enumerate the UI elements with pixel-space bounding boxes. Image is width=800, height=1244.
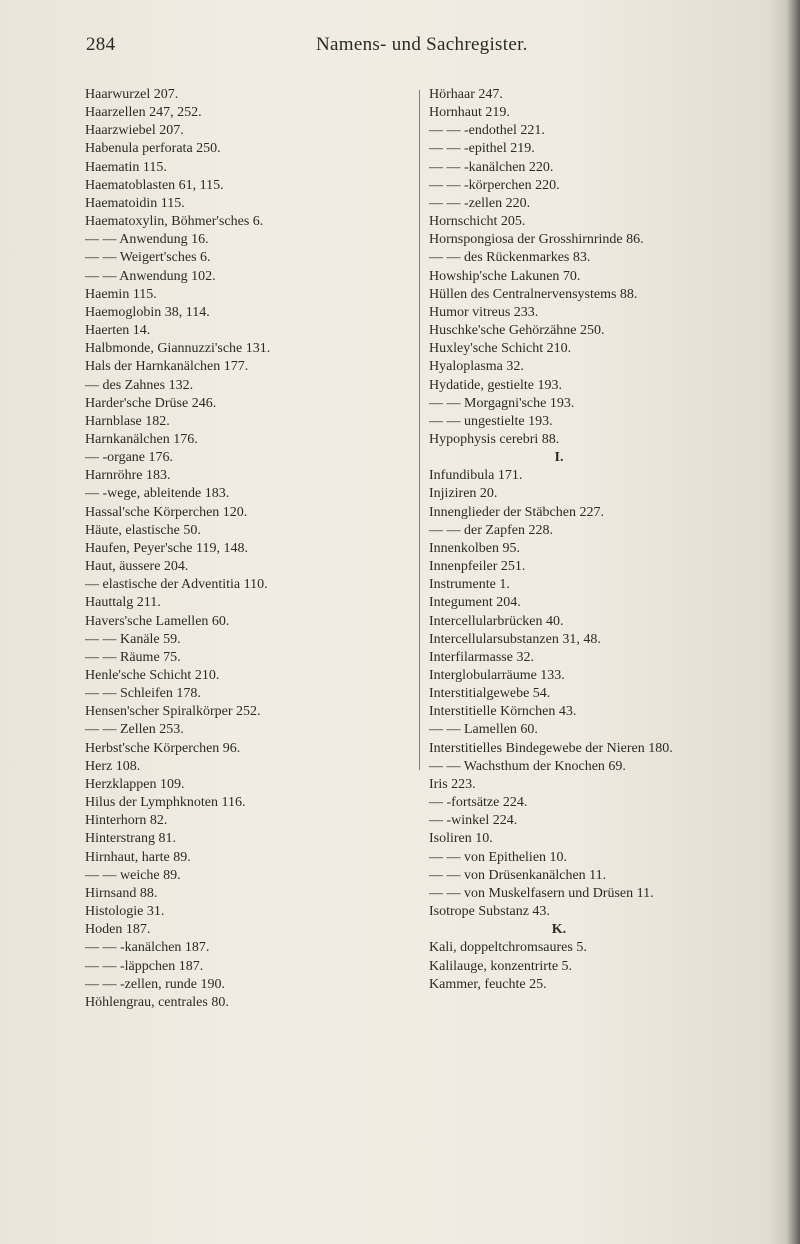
- index-entry: Harnblase 182.: [85, 413, 170, 429]
- index-entry: Habenula perforata 250.: [85, 141, 221, 157]
- index-entry: Herbst'sche Körperchen 96.: [85, 740, 241, 756]
- index-entry: Hinterstrang 81.: [85, 831, 176, 847]
- index-entry: Interstitialgewebe 54.: [429, 686, 551, 702]
- index-entry: Innenkolben 95.: [429, 540, 520, 556]
- index-entry: Isoliren 10.: [429, 831, 493, 847]
- index-entry: — -organe 176.: [85, 450, 173, 466]
- index-entry: Histologie 31.: [85, 904, 165, 920]
- index-entry: Innenpfeiler 251.: [429, 559, 526, 575]
- index-entry: Haematoidin 115.: [85, 195, 185, 211]
- index-entry: Hornschicht 205.: [429, 214, 526, 230]
- index-entry: Interstitielle Körnchen 43.: [429, 704, 577, 720]
- index-entry: Interstitielles Bindegewebe der Nieren 180.: [429, 740, 673, 756]
- index-entry: Hauttalg 211.: [85, 595, 161, 611]
- index-entry: Hypophysis cerebri 88.: [429, 431, 560, 447]
- index-entry: — — von Muskelfasern und Drüsen 11.: [429, 885, 654, 901]
- page-edge: [786, 0, 800, 1244]
- index-entry: Harder'sche Drüse 246.: [85, 395, 217, 411]
- index-entry: — -fortsätze 224.: [429, 795, 528, 811]
- index-entry: — — -endothel 221.: [429, 123, 545, 139]
- index-entry: — — -körperchen 220.: [429, 177, 560, 193]
- index-entry: Hörhaar 247.: [429, 87, 503, 102]
- index-entry: — des Zahnes 132.: [85, 377, 194, 393]
- index-entry: — — -kanälchen 220.: [429, 159, 554, 175]
- index-entry: — — -zellen 220.: [429, 195, 531, 211]
- section-letter: K.: [551, 922, 567, 938]
- index-entry: — — -epithel 219.: [429, 141, 535, 157]
- index-entry: Haerten 14.: [85, 323, 151, 339]
- index-entry: — — des Rückenmarkes 83.: [429, 250, 591, 266]
- index-entry: Innenglieder der Stäbchen 227.: [429, 504, 604, 520]
- index-entry: Instrumente 1.: [429, 577, 510, 593]
- index-entry: — — Anwendung 16.: [85, 232, 209, 248]
- index-entry: Haematoxylin, Böhmer'sches 6.: [85, 214, 264, 230]
- index-column-right: [425, 86, 789, 994]
- page-title: Namens- und Sachregister.: [316, 34, 528, 55]
- index-entry: — — Wachsthum der Knochen 69.: [429, 758, 626, 774]
- index-entry: Harnkanälchen 176.: [85, 431, 198, 447]
- index-entry: Halbmonde, Giannuzzi'sche 131.: [85, 341, 271, 357]
- index-entry: Haarwurzel 207.: [85, 87, 179, 102]
- index-entry: Haemin 115.: [85, 286, 157, 302]
- index-entry: — — weiche 89.: [85, 867, 181, 883]
- index-entry: Hals der Harnkanälchen 177.: [85, 359, 249, 375]
- index-entry: Huschke'sche Gehörzähne 250.: [429, 323, 605, 339]
- index-entry: — — Lamellen 60.: [429, 722, 538, 738]
- index-entry: Integument 204.: [429, 595, 521, 611]
- index-entry: — — Schleifen 178.: [85, 686, 201, 702]
- index-entry: — — von Drüsenkanälchen 11.: [429, 867, 607, 883]
- index-entry: Haufen, Peyer'sche 119, 148.: [85, 540, 248, 556]
- index-entry: Harnröhre 183.: [85, 468, 171, 484]
- index-entry: — — Weigert'sches 6.: [85, 250, 211, 266]
- index-entry: Interglobularräume 133.: [429, 668, 565, 683]
- index-entry: Kalilauge, konzentrirte 5.: [429, 958, 573, 974]
- index-entry: — -winkel 224.: [429, 813, 518, 829]
- index-entry: Hirnsand 88.: [85, 885, 158, 901]
- index-entry: Intercellularbrücken 40.: [429, 613, 564, 629]
- index-entry: Häute, elastische 50.: [85, 522, 201, 538]
- index-entry: — — Morgagni'sche 193.: [429, 395, 575, 411]
- index-entry: Hornspongiosa der Grosshirnrinde 86.: [429, 232, 644, 248]
- index-entry: Haematin 115.: [85, 159, 167, 175]
- index-entry: Isotrope Substanz 43.: [429, 904, 550, 920]
- index-entry: Haut, äussere 204.: [85, 559, 189, 575]
- index-entry: Havers'sche Lamellen 60.: [85, 613, 230, 629]
- index-entry: — — Kanäle 59.: [85, 631, 181, 647]
- index-entry: — — -kanälchen 187.: [85, 940, 210, 956]
- index-entry: Haarzwiebel 207.: [85, 123, 184, 139]
- index-entry: Hornhaut 219.: [429, 105, 510, 121]
- index-entry: Hassal'sche Körperchen 120.: [85, 504, 248, 520]
- index-entry: — — der Zapfen 228.: [429, 522, 554, 538]
- index-entry: Hoden 187.: [85, 922, 151, 938]
- index-entry: Injiziren 20.: [429, 486, 498, 502]
- index-entry: — — -zellen, runde 190.: [85, 976, 225, 992]
- index-column-left: [85, 86, 405, 1012]
- index-entry: Henle'sche Schicht 210.: [85, 668, 220, 683]
- index-entry: Kammer, feuchte 25.: [429, 976, 547, 992]
- index-entry: Interfilarmasse 32.: [429, 649, 534, 665]
- index-entry: Hilus der Lymphknoten 116.: [85, 795, 246, 811]
- index-entry: Infundibula 171.: [429, 468, 523, 484]
- index-entry: Hydatide, gestielte 193.: [429, 377, 562, 393]
- index-entry: Humor vitreus 233.: [429, 304, 539, 320]
- index-entry: Haarzellen 247, 252.: [85, 105, 202, 121]
- index-entry: — — Zellen 253.: [85, 722, 184, 738]
- index-entry: — — Räume 75.: [85, 649, 181, 665]
- index-entry: Howship'sche Lakunen 70.: [429, 268, 581, 284]
- index-entry: Intercellularsubstanzen 31, 48.: [429, 631, 601, 647]
- index-entry: Hüllen des Centralnervensystems 88.: [429, 286, 638, 302]
- index-entry: Höhlengrau, centrales 80.: [85, 994, 229, 1010]
- index-entry: Hirnhaut, harte 89.: [85, 849, 191, 865]
- index-entry: — — -läppchen 187.: [85, 958, 204, 974]
- index-entry: Herz 108.: [85, 758, 141, 774]
- page-number: 284: [86, 34, 116, 55]
- index-entry: — — ungestielte 193.: [429, 413, 553, 429]
- index-entry: Huxley'sche Schicht 210.: [429, 341, 572, 357]
- index-entry: Hyaloplasma 32.: [429, 359, 524, 375]
- index-entry: — — Anwendung 102.: [85, 268, 216, 284]
- index-entry: Iris 223.: [429, 776, 476, 792]
- index-entry: Hensen'scher Spiralkörper 252.: [85, 704, 261, 720]
- index-entry: Hinterhorn 82.: [85, 813, 168, 829]
- index-entry: Kali, doppeltchromsaures 5.: [429, 940, 587, 956]
- index-entry: Haematoblasten 61, 115.: [85, 177, 224, 193]
- section-letter: I.: [554, 450, 564, 466]
- index-entry: — -wege, ableitende 183.: [85, 486, 230, 502]
- index-entry: — — von Epithelien 10.: [429, 849, 568, 865]
- column-divider: [419, 90, 420, 770]
- index-entry: Herzklappen 109.: [85, 776, 185, 792]
- index-entry: — elastische der Adventitia 110.: [85, 577, 268, 593]
- index-entry: Haemoglobin 38, 114.: [85, 304, 210, 320]
